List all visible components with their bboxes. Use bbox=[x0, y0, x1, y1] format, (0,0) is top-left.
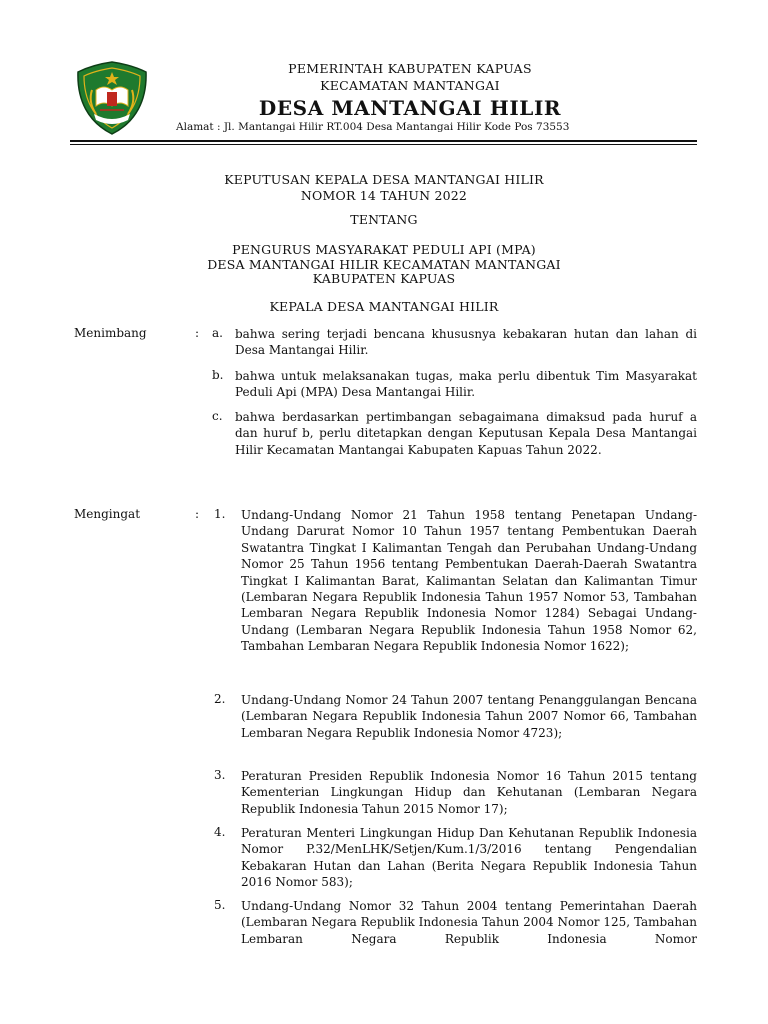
menimbang-item-b: bahwa untuk melaksanakan tugas, maka perlu dibentuk Tim Masyarakat Peduli Api (MPA) Desa Mantangai Hilir. bbox=[235, 369, 697, 400]
menimbang-marker-c: c. bbox=[212, 409, 223, 423]
letterhead-government: PEMERINTAH KABUPATEN KAPUAS bbox=[288, 61, 532, 76]
decree-heading: KEPUTUSAN KEPALA DESA MANTANGAI HILIR bbox=[224, 172, 544, 187]
letterhead-address: Alamat : Jl. Mantangai Hilir RT.004 Desa Mantangai Hilir Kode Pos 73553 bbox=[176, 121, 570, 133]
menimbang-item-c: bahwa berdasarkan pertimbangan sebagaimana dimaksud pada huruf a dan huruf b, perlu ditetapkan dengan Keputusan Kepala Desa Mantangai Hilir Kecamatan Mantangai Kabupaten Kapuas Tahun 2022. bbox=[235, 410, 697, 457]
mengingat-item-3: Peraturan Presiden Republik Indonesia Nomor 16 Tahun 2015 tentang Kementerian Lingkungan Hidup dan Kehutanan (Lembaran Negara Republik Indonesia Tahun 2015 Nomor 17); bbox=[241, 769, 697, 816]
menimbang-colon: : bbox=[195, 326, 200, 340]
decree-issuer: KEPALA DESA MANTANGAI HILIR bbox=[269, 299, 499, 314]
mengingat-colon: : bbox=[195, 507, 200, 521]
mengingat-marker-5: 5. bbox=[214, 898, 226, 912]
letterhead-district: KECAMATAN MANTANGAI bbox=[320, 78, 500, 93]
about-label: TENTANG bbox=[350, 212, 418, 227]
decree-subject bbox=[120, 243, 648, 287]
mengingat-item-2: Undang-Undang Nomor 24 Tahun 2007 tentang Penanggulangan Bencana (Lembaran Negara Republik Indonesia Tahun 2007 Nomor 66, Tambahan Lembaran Negara Republik Indonesia Nomor 4723); bbox=[241, 693, 697, 740]
mengingat-item-1: Undang-Undang Nomor 21 Tahun 1958 tentang Penetapan Undang-Undang Darurat Nomor 10 Tahun 1957 tentang Pembentukan Daerah Swatantra Tingkat I Kalimantan Tengah dan Perubahan Undang-Undang Nomor 25 Tahun 1956 tentang Pembentukan Daerah-Daerah Swatantra Tingkat I Kalimantan Barat, Kalimantan Selatan dan Kalimantan Timur (Lembaran Negara Republik Indonesia Tahun 1957 Nomor 53, Tambahan Lembaran Negara Republik Indonesia Nomor 1284) Sebagai Undang-Undang (Lembaran Negara Republik Indonesia Tahun 1958 Nomor 62, Tambahan Lembaran Negara Republik Indonesia Nomor 1622); bbox=[241, 508, 697, 654]
mengingat-marker-2: 2. bbox=[214, 692, 226, 706]
subject-line-3: KABUPATEN KAPUAS bbox=[312, 271, 456, 286]
letterhead-rule-thin bbox=[70, 144, 697, 145]
letterhead-rule-thick bbox=[70, 140, 697, 142]
mengingat-item-4: Peraturan Menteri Lingkungan Hidup Dan Kehutanan Republik Indonesia Nomor P.32/MenLHK/Setjen/Kum.1/3/2016 tentang Pengendalian Kebakaran Hutan dan Lahan (Berita Negara Republik Indonesia Tahun 2016 Nomor 583); bbox=[241, 826, 697, 890]
mengingat-marker-3: 3. bbox=[214, 768, 226, 782]
mengingat-marker-4: 4. bbox=[214, 825, 226, 839]
menimbang-marker-a: a. bbox=[212, 326, 223, 340]
kapuas-emblem-logo bbox=[74, 60, 150, 136]
mengingat-item-5: Undang-Undang Nomor 32 Tahun 2004 tentang Pemerintahan Daerah (Lembaran Negara Republik Indonesia Tahun 2004 Nomor 125, Tambahan Lembaran Negara Republik Indonesia Nomor bbox=[241, 899, 697, 946]
mengingat-label: Mengingat bbox=[74, 507, 141, 521]
letterhead-village: DESA MANTANGAI HILIR bbox=[258, 96, 562, 120]
letterhead bbox=[150, 60, 670, 122]
decree-title bbox=[120, 172, 648, 204]
subject-line-1: PENGURUS MASYARAKAT PEDULI API (MPA) bbox=[232, 242, 536, 257]
menimbang-marker-b: b. bbox=[212, 368, 224, 382]
mengingat-marker-1: 1. bbox=[214, 507, 226, 521]
decree-number: NOMOR 14 TAHUN 2022 bbox=[300, 188, 468, 203]
subject-line-2: DESA MANTANGAI HILIR KECAMATAN MANTANGAI bbox=[207, 256, 561, 272]
menimbang-label: Menimbang bbox=[74, 326, 147, 340]
menimbang-item-a: bahwa sering terjadi bencana khususnya kebakaran hutan dan lahan di Desa Mantangai Hilir. bbox=[235, 327, 697, 358]
